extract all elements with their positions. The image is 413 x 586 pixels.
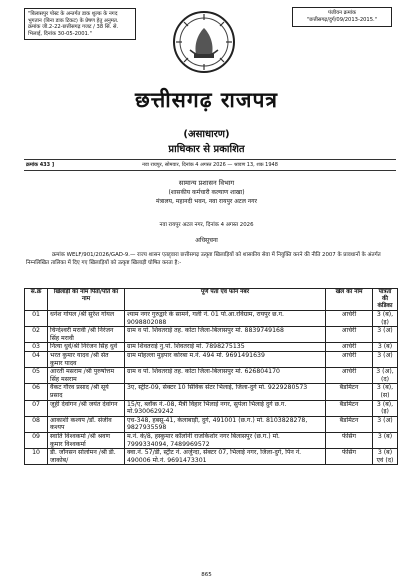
cell-sport: बैडमिंटन (326, 384, 373, 400)
gazette-title: छत्तीसगढ़ राजपत्र (135, 87, 278, 112)
cell-address: श्याम नगर गुरुद्वारे के सामने, गली नं. 01 पो.आ.रविग्राम, रायपुर छ.ग. 9098802088 (125, 311, 326, 327)
cell-address: ग्राम व पो. शिवतराई तह. कोटा जिला-बिलासपुर मो. 626804170 (125, 368, 326, 384)
cell-sport: आर्चरी (326, 368, 373, 384)
cell-clause: 3 (अ) (373, 416, 398, 432)
table-row (25, 432, 398, 448)
department-branch: (शासकीय कर्मचारी कल्याण शाखा) (168, 189, 245, 196)
cell-serial: 08 (25, 416, 48, 432)
table-row (25, 368, 398, 384)
cell-player-name: जूही देवांगन /श्री जयंत देवांगन (48, 400, 125, 416)
cell-clause: 3 (अ) (373, 327, 398, 343)
table-row (25, 343, 398, 352)
issue-number: क्रमांक 433 ] (26, 162, 55, 168)
table-row (25, 449, 398, 465)
cell-serial: 03 (25, 343, 48, 352)
cell-player-name: डी. जॉनसन सोलोमन /श्री डी. जाकोब/ (48, 449, 125, 465)
cell-player-name: नित्या धुर्वे/श्री निरंजन सिंह धुर्वे (48, 343, 125, 352)
cell-clause: 3 (ब), (इ) (373, 400, 398, 416)
cell-clause: 3 (ब) (373, 343, 398, 352)
registration-number: "छत्तीसगढ़/दुर्ग/09/2013-2015." (306, 17, 378, 23)
cell-serial: 01 (25, 311, 48, 327)
table-row (25, 384, 398, 400)
cell-player-name: आकाशी कश्यप /डॉ. संजीव कश्यप (48, 416, 125, 432)
cell-clause: 3 (अ), (द) (373, 368, 398, 384)
table-row (25, 327, 398, 343)
cell-clause: 3 (ब), (इ) (373, 311, 398, 327)
authority-line: प्राधिकार से प्रकाशित (168, 144, 245, 155)
cell-clause: 3 (ब) (373, 432, 398, 448)
cell-player-name: वैंकट गौरव प्रसाद /श्री सूर्य प्रसाद (48, 384, 125, 400)
cell-sport: आर्चरी (326, 351, 373, 367)
cell-address: क्वा.नं. 57/डी, स्ट्रीट नं. अर्जुन्दा, सेक्टर 07, भिलाई नगर, जिला-दुर्ग, पिन नं. 490006 मो.नं. 9691473301 (125, 449, 326, 465)
cell-clause: 3 (ब) एवं (द) (373, 449, 398, 465)
cell-serial: 05 (25, 368, 48, 384)
table-row (25, 400, 398, 416)
cell-address: ग्राम मोहल्ला मुड़पार कोरबा म.नं. 494 मो. 9691491639 (125, 351, 326, 367)
table-row (25, 351, 398, 367)
cell-player-name: चिन्देश्वरी मरावी /श्री निरंजन सिंह मरावी (48, 327, 125, 343)
cell-sport: फेंसिंग (326, 432, 373, 448)
players-table (24, 288, 398, 465)
state-emblem-icon (172, 10, 236, 74)
postal-permit-note: "बिलासपुर पोस्ट के अन्तर्गत डाक शुल्क के नगद भुगतान (बिना डाक टिकट) के प्रेषण हेतु अनुमत. क्रमांक जी.2-22-छत्तीसगढ़ गजट / 38 सि. से. भिलाई, दिनांक 30-05-2001." (24, 8, 136, 40)
table-header-row (25, 289, 398, 311)
cell-address: 3ए, स्ट्रीट-09, सेक्टर 10 सिविक सेंटर भिलाई, जिला-दुर्ग मो. 9229280573 (125, 384, 326, 400)
cell-clause: 3 (ब), (स) (373, 384, 398, 400)
notification-heading: अधिसूचना (195, 237, 218, 244)
cell-sport: बैडमिंटन (326, 400, 373, 416)
cell-address: एच-348, हबसू-41, केलाबाड़ी, दुर्ग, 491001 (छ.ग.) मो. 8103828278, 9827935598 (125, 416, 326, 432)
issue-bar (24, 159, 396, 171)
department-name: सामान्य प्रशासन विभाग (178, 179, 235, 187)
cell-sport: आर्चरी (326, 311, 373, 327)
header-name: खिलाड़ी का नाम पिता/पति का नाम (48, 289, 125, 311)
cell-serial: 07 (25, 400, 48, 416)
cell-address: 15/ए, ब्लॉक नं.-08, मैत्री विहार भिलाई नगर, सुपेला भिलाई दुर्ग छ.ग. मो.9300629242 (125, 400, 326, 416)
gazette-subtitle: (असाधारण) (183, 129, 230, 140)
cell-player-name: धनेश गोयल /श्री सुरेश गोयल (48, 311, 125, 327)
cell-address: ग्राम शिवतराई नु.पो. शिवतराई मो. 7898275135 (125, 343, 326, 352)
cell-serial: 06 (25, 384, 48, 400)
header-address: पूर्ण पता एवं फोन नंबर (125, 289, 326, 311)
cell-sport: बैडमिंटन (326, 416, 373, 432)
cell-player-name: स्वाति विश्वकर्मा /श्री श्रवण कुमार विश्वकर्मा (48, 432, 125, 448)
notification-body: क्रमांक WELF/901/2026/GAD-9.— राज्य शासन एतद्द्वारा छत्तीसगढ़ उत्कृष्ट खिलाड़ियों को शासकीय सेवा में नियुक्ति करने की नीति 2007 के प्रावधानों के अंतर्गत निम्नलिखित तालिका में दिए गए खिलाड़ियों को उत्कृष्ट खिलाड़ी घोषित करता है:- (26, 252, 381, 266)
cell-address: म.नं. के/8, हस्कुमार कॉलोनी राजकिशोर नगर बिलासपुर (छ.ग.) मो. 7999334094, 7489969572 (125, 432, 326, 448)
cell-serial: 02 (25, 327, 48, 343)
cell-sport: फेंसिंग (326, 449, 373, 465)
cell-clause: 3 (अ) (373, 351, 398, 367)
cell-serial: 10 (25, 449, 48, 465)
header-sport: खेल का नाम (326, 289, 373, 311)
registration-label: पंजीयन क्रमांक (327, 10, 357, 16)
table-row (25, 416, 398, 432)
table-row (25, 311, 398, 327)
cell-player-name: भरत कुमार यादव /श्री सेत कुमार यादव (48, 351, 125, 367)
header-serial: स.क्र (25, 289, 48, 311)
cell-serial: 09 (25, 432, 48, 448)
page-number: 865 (201, 572, 212, 578)
registration-box (292, 7, 392, 27)
cell-address: ग्राम व पो. शिवतराई तह. कोटा जिला-बिलासपुर मो. 8839749168 (125, 327, 326, 343)
issue-date-line: नवा रायपुर, सोमवार, दिनांक 4 अगस्त 2026 — श्रावण 13, शक 1948 (142, 162, 278, 168)
cell-sport: आर्चरी (326, 343, 373, 352)
cell-sport: आर्चरी (326, 327, 373, 343)
date-line: नवा रायपुर अटल नगर, दिनांक 4 अगस्त 2026 (159, 222, 254, 228)
cell-player-name: आरती मसराम /श्री पुरुषोत्तम सिंह मसराम (48, 368, 125, 384)
department-address: मंत्रालय, महानदी भवन, नवा रायपुर अटल नगर (156, 198, 257, 205)
header-clause: पात्रता की कंडिका (373, 289, 398, 311)
cell-serial: 04 (25, 351, 48, 367)
